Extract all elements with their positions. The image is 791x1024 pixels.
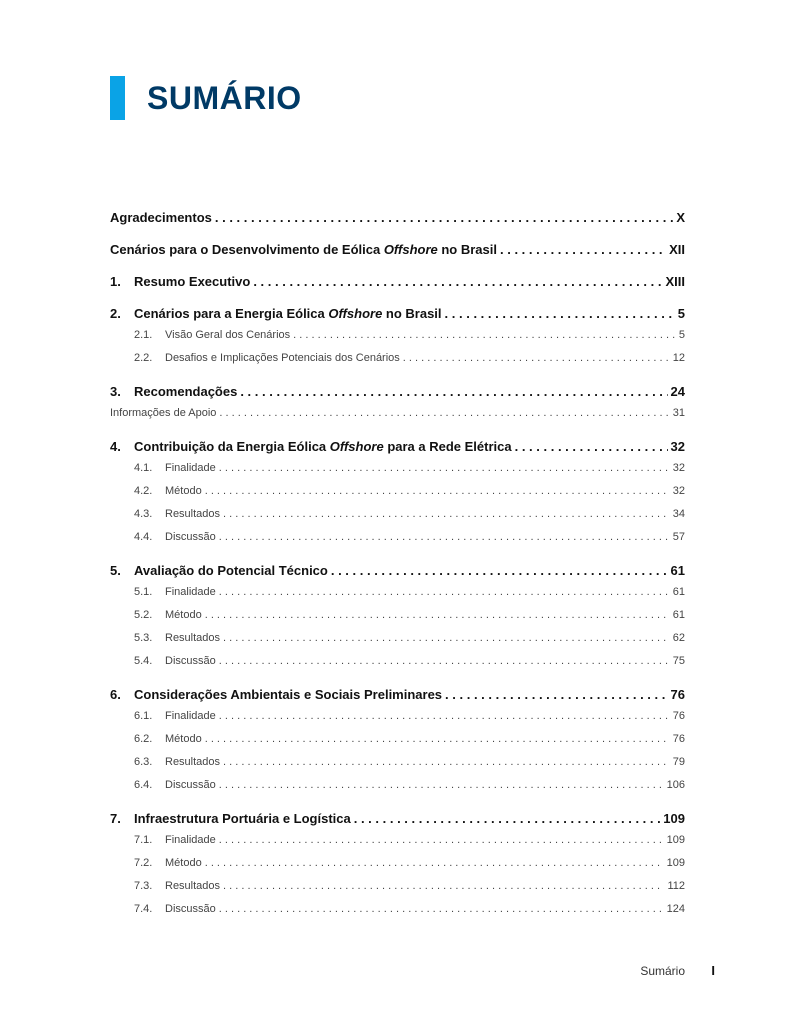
toc-entry-informacoes-apoio[interactable] bbox=[110, 407, 685, 430]
toc-entry-7-3[interactable] bbox=[110, 880, 685, 903]
toc-leader bbox=[205, 485, 670, 497]
toc-entry-6-3[interactable] bbox=[110, 756, 685, 779]
toc-page: XII bbox=[669, 242, 685, 257]
toc-entry-7-4[interactable] bbox=[110, 903, 685, 926]
toc-entry-agradecimentos[interactable] bbox=[110, 210, 685, 233]
toc-leader bbox=[219, 834, 664, 846]
toc-leader bbox=[515, 439, 668, 454]
toc-page: 109 bbox=[663, 811, 685, 826]
toc-label: Discussão bbox=[165, 779, 216, 791]
toc-number: 2.2. bbox=[134, 352, 153, 364]
toc-label: Finalidade bbox=[165, 834, 216, 846]
toc-leader bbox=[219, 710, 670, 722]
title-accent-bar bbox=[110, 76, 125, 120]
toc-page: 76 bbox=[670, 687, 685, 702]
toc-label: Cenários para o Desenvolvimento de Eólica Offshore no Brasil bbox=[110, 242, 497, 257]
toc-entry-2[interactable] bbox=[110, 306, 685, 329]
toc-entry-4-1[interactable] bbox=[110, 462, 685, 485]
toc-entry-1[interactable] bbox=[110, 274, 685, 297]
toc-page: 76 bbox=[672, 733, 685, 745]
toc-label: Discussão bbox=[165, 655, 216, 667]
toc-label: Resumo Executivo bbox=[134, 274, 251, 289]
toc-page: 32 bbox=[672, 462, 685, 474]
toc-page: X bbox=[676, 210, 685, 225]
toc-number: 2.1. bbox=[134, 329, 153, 341]
toc-label: Informações de Apoio bbox=[110, 407, 217, 419]
toc-leader bbox=[253, 274, 662, 289]
toc-number: 6.2. bbox=[134, 733, 153, 745]
toc-label: Cenários para a Energia Eólica Offshore no Brasil bbox=[134, 306, 442, 321]
toc-leader bbox=[215, 210, 673, 225]
page-header bbox=[110, 76, 302, 120]
toc-leader bbox=[223, 632, 670, 644]
toc-page: 61 bbox=[672, 609, 685, 621]
toc-entry-5-3[interactable] bbox=[110, 632, 685, 655]
toc-number: 4.1. bbox=[134, 462, 153, 474]
toc-entry-6-1[interactable] bbox=[110, 710, 685, 733]
toc-page: 109 bbox=[666, 834, 685, 846]
toc-label: Método bbox=[165, 857, 202, 869]
toc-label: Resultados bbox=[165, 632, 221, 644]
toc-entry-6-4[interactable] bbox=[110, 779, 685, 802]
toc-leader bbox=[219, 779, 664, 791]
toc-label: Agradecimentos bbox=[110, 210, 212, 225]
toc-page: 5 bbox=[678, 329, 685, 341]
toc-page: 24 bbox=[670, 384, 685, 399]
toc-label: Resultados bbox=[165, 508, 221, 520]
toc-page: 109 bbox=[666, 857, 685, 869]
toc-number: 6.4. bbox=[134, 779, 153, 791]
toc-number: 2. bbox=[110, 306, 121, 321]
toc-page: 32 bbox=[670, 439, 685, 454]
toc-page: 61 bbox=[670, 563, 685, 578]
toc-number: 6.1. bbox=[134, 710, 153, 722]
toc-number: 1. bbox=[110, 274, 121, 289]
toc-entry-3[interactable] bbox=[110, 384, 685, 407]
toc-label: Desafios e Implicações Potenciais dos Cenários bbox=[165, 352, 400, 364]
toc-leader bbox=[219, 586, 670, 598]
toc-entry-2-2[interactable] bbox=[110, 352, 685, 375]
toc-number: 4.4. bbox=[134, 531, 153, 543]
toc-leader bbox=[293, 329, 676, 341]
toc-label: Discussão bbox=[165, 903, 216, 915]
toc-leader bbox=[219, 531, 670, 543]
toc-label: Finalidade bbox=[165, 462, 216, 474]
toc-label: Resultados bbox=[165, 880, 221, 892]
toc-number: 5.4. bbox=[134, 655, 153, 667]
toc-entry-2-1[interactable] bbox=[110, 329, 685, 352]
toc-label: Finalidade bbox=[165, 710, 216, 722]
toc-page: 124 bbox=[666, 903, 685, 915]
toc-leader bbox=[500, 242, 666, 257]
toc-entry-5-1[interactable] bbox=[110, 586, 685, 609]
toc-page: 62 bbox=[672, 632, 685, 644]
toc-leader bbox=[223, 880, 664, 892]
toc-leader bbox=[205, 857, 664, 869]
toc-number: 4. bbox=[110, 439, 121, 454]
toc-label: Método bbox=[165, 485, 202, 497]
toc-page: XIII bbox=[665, 274, 685, 289]
toc-page: 12 bbox=[672, 352, 685, 364]
toc-label: Avaliação do Potencial Técnico bbox=[134, 563, 328, 578]
toc-label: Finalidade bbox=[165, 586, 216, 598]
toc-entry-5[interactable] bbox=[110, 563, 685, 586]
toc-page: 57 bbox=[672, 531, 685, 543]
toc-entry-6-2[interactable] bbox=[110, 733, 685, 756]
toc-number: 5.2. bbox=[134, 609, 153, 621]
toc-leader bbox=[445, 306, 675, 321]
toc-entry-cenarios-desenvolvimento[interactable] bbox=[110, 242, 685, 265]
toc-leader bbox=[219, 462, 670, 474]
toc-page: 34 bbox=[672, 508, 685, 520]
toc-leader bbox=[445, 687, 667, 702]
toc-number: 3. bbox=[110, 384, 121, 399]
toc-label: Visão Geral dos Cenários bbox=[165, 329, 291, 341]
toc-label: Considerações Ambientais e Sociais Preliminares bbox=[134, 687, 443, 702]
toc-page: 5 bbox=[677, 306, 685, 321]
toc-leader bbox=[403, 352, 670, 364]
toc-number: 6.3. bbox=[134, 756, 153, 768]
toc-number: 5.3. bbox=[134, 632, 153, 644]
toc-number: 5. bbox=[110, 563, 121, 578]
toc-entry-6[interactable] bbox=[110, 687, 685, 710]
toc-number: 7.3. bbox=[134, 880, 153, 892]
toc-label: Método bbox=[165, 609, 202, 621]
toc-number: 7.4. bbox=[134, 903, 153, 915]
toc-leader bbox=[219, 655, 670, 667]
toc-label: Infraestrutura Portuária e Logística bbox=[134, 811, 351, 826]
toc-label: Recomendações bbox=[134, 384, 238, 399]
toc-label: Contribuição da Energia Eólica Offshore para a Rede Elétrica bbox=[134, 439, 512, 454]
toc-entry-4-4[interactable] bbox=[110, 531, 685, 554]
toc-number: 7.1. bbox=[134, 834, 153, 846]
toc-label: Resultados bbox=[165, 756, 221, 768]
toc-entry-7-1[interactable] bbox=[110, 834, 685, 857]
toc-entry-7[interactable] bbox=[110, 811, 685, 834]
toc-page: 112 bbox=[667, 880, 685, 892]
toc-page: 79 bbox=[672, 756, 685, 768]
toc-page: 32 bbox=[672, 485, 685, 497]
toc-page: 75 bbox=[672, 655, 685, 667]
toc-label: Discussão bbox=[165, 531, 216, 543]
toc-page: 31 bbox=[672, 407, 685, 419]
footer-section-label: Sumário bbox=[640, 964, 685, 978]
page-title: SUMÁRIO bbox=[147, 79, 302, 116]
toc-number: 6. bbox=[110, 687, 121, 702]
toc-label: Método bbox=[165, 733, 202, 745]
toc-entry-4[interactable] bbox=[110, 439, 685, 462]
toc-page: 76 bbox=[672, 710, 685, 722]
toc-leader bbox=[354, 811, 661, 826]
toc-leader bbox=[223, 508, 670, 520]
toc-number: 7.2. bbox=[134, 857, 153, 869]
toc-leader bbox=[331, 563, 668, 578]
toc-entry-4-2[interactable] bbox=[110, 485, 685, 508]
toc-entry-7-2[interactable] bbox=[110, 857, 685, 880]
toc-page: 61 bbox=[672, 586, 685, 598]
toc-leader bbox=[223, 756, 670, 768]
toc-leader bbox=[240, 384, 667, 399]
footer-page-number: I bbox=[711, 963, 715, 978]
toc-leader bbox=[205, 609, 670, 621]
toc-entry-5-4[interactable] bbox=[110, 655, 685, 678]
toc-leader bbox=[219, 903, 664, 915]
toc-number: 5.1. bbox=[134, 586, 153, 598]
toc-number: 7. bbox=[110, 811, 121, 826]
toc-number: 4.3. bbox=[134, 508, 153, 520]
toc-leader bbox=[219, 407, 669, 419]
table-of-contents bbox=[110, 210, 685, 926]
toc-entry-5-2[interactable] bbox=[110, 609, 685, 632]
toc-leader bbox=[205, 733, 670, 745]
toc-page: 106 bbox=[666, 779, 685, 791]
toc-number: 4.2. bbox=[134, 485, 153, 497]
toc-entry-4-3[interactable] bbox=[110, 508, 685, 531]
